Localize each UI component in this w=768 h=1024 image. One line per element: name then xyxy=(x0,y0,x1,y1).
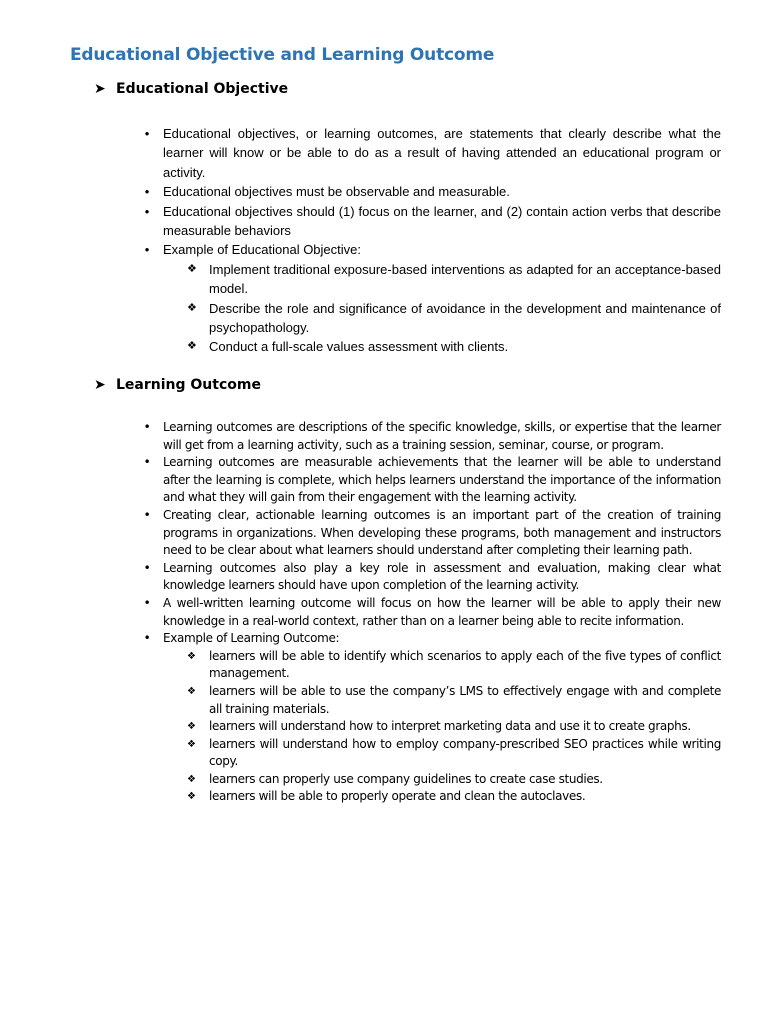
diamond-bullet-icon: ❖ xyxy=(187,262,197,275)
educational-objective-examples xyxy=(187,260,721,357)
example-item: ❖ learners will understand how to employ company-prescribed SEO practices while writing copy. xyxy=(187,736,721,769)
round-bullet-icon: • xyxy=(143,560,151,575)
example-item: ❖ Implement traditional exposure-based interventions as adapted for an acceptance-based model. xyxy=(187,261,721,297)
section-heading-label: Educational Objective xyxy=(116,81,289,97)
diamond-bullet-icon: ❖ xyxy=(187,738,196,750)
learning-outcome-list xyxy=(142,419,721,806)
list-item: • Educational objectives must be observable and measurable. xyxy=(142,182,721,201)
round-bullet-icon: • xyxy=(144,242,150,258)
diamond-bullet-icon: ❖ xyxy=(187,773,196,785)
example-item: ❖ Describe the role and significance of avoidance in the development and maintenance of psychopathology. xyxy=(187,300,721,336)
learning-outcome-examples xyxy=(187,648,721,806)
example-item: ❖ learners will be able to properly operate and clean the autoclaves. xyxy=(187,788,721,806)
diamond-bullet-icon: ❖ xyxy=(187,791,196,803)
round-bullet-icon: • xyxy=(143,631,151,646)
section-heading-learning-outcome xyxy=(94,377,261,393)
arrowhead-bullet-icon: ➤ xyxy=(94,81,106,97)
round-bullet-icon: • xyxy=(144,203,150,219)
round-bullet-icon: • xyxy=(143,595,151,610)
list-item: • Learning outcomes are descriptions of the specific knowledge, skills, or expertise that the learner will get from a learning activity, such as a training session, seminar, course, or program. xyxy=(143,420,721,452)
list-item: • Educational objectives, or learning outcomes, are statements that clearly describe what the learner will know or be able to do as a result of having attended an educational program or activity. xyxy=(142,124,721,182)
list-item: • Example of Educational Objective: ❖ Implement traditional exposure-based interventions as adapted for an acceptance-based model. ❖ Describe the role and significance of avoidance in the development and maintenance of psychopathology. ❖ Conduct a full-scale values assessment with clients. xyxy=(142,240,721,356)
round-bullet-icon: • xyxy=(143,455,151,470)
list-item: • Learning outcomes are measurable achievements that the learner will be able to understand after the learning is complete, which helps learners understand the importance of the information and what they will gain from their engagement with the learning activity. xyxy=(143,455,721,505)
round-bullet-icon: • xyxy=(143,420,151,434)
diamond-bullet-icon: ❖ xyxy=(187,650,196,662)
example-item: ❖ Conduct a full-scale values assessment with clients. xyxy=(187,337,721,356)
example-item: ❖ learners will be able to use the company’s LMS to effectively engage with and complete all training materials. xyxy=(187,683,721,716)
diamond-bullet-icon: ❖ xyxy=(187,340,197,353)
round-bullet-icon: • xyxy=(144,126,150,141)
list-item: • Example of Learning Outcome: ❖ learners will be able to identify which scenarios to apply each of the five types of conflict management. ❖ learners will be able to use the company’s LMS to effectively engage with and complete all training materials. ❖ learners will understand how to interpret marketing data and use it to create graphs. ❖ learners will understand how to employ company-prescribed SEO practices while writing copy. ❖ learners can properly use company guidelines to create case studies. ❖ learners will be able to properly operate and clean the autoclaves. xyxy=(142,630,721,806)
section-heading-educational-objective xyxy=(94,81,288,97)
arrowhead-bullet-icon: ➤ xyxy=(94,377,106,393)
diamond-bullet-icon: ❖ xyxy=(187,301,197,314)
section-heading-label: Learning Outcome xyxy=(116,377,261,393)
list-item: • Creating clear, actionable learning outcomes is an important part of the creation of training programs in organizations. When developing these programs, both management and instructors need to be clear about what learners should understand after completing their learning path. xyxy=(143,507,721,558)
example-item: ❖ learners will be able to identify which scenarios to apply each of the five types of conflict management. xyxy=(187,648,721,681)
round-bullet-icon: • xyxy=(143,507,151,522)
example-item: ❖ learners will understand how to interpret marketing data and use it to create graphs. xyxy=(187,718,721,736)
educational-objective-list xyxy=(142,124,721,357)
list-item: • Learning outcomes also play a key role in assessment and evaluation, making clear what knowledge learners should have upon completion of the learning activity. xyxy=(143,560,721,593)
document-title: Educational Objective and Learning Outcome xyxy=(70,45,495,65)
list-item: • A well-written learning outcome will focus on how the learner will be able to apply their new knowledge in a real-world context, rather than on a learner being able to recite information. xyxy=(143,595,721,628)
diamond-bullet-icon: ❖ xyxy=(187,721,196,733)
round-bullet-icon: • xyxy=(144,184,150,200)
diamond-bullet-icon: ❖ xyxy=(187,685,196,697)
example-item: ❖ learners can properly use company guidelines to create case studies. xyxy=(187,771,721,789)
list-item: • Educational objectives should (1) focus on the learner, and (2) contain action verbs that describe measurable behaviors xyxy=(142,202,721,241)
